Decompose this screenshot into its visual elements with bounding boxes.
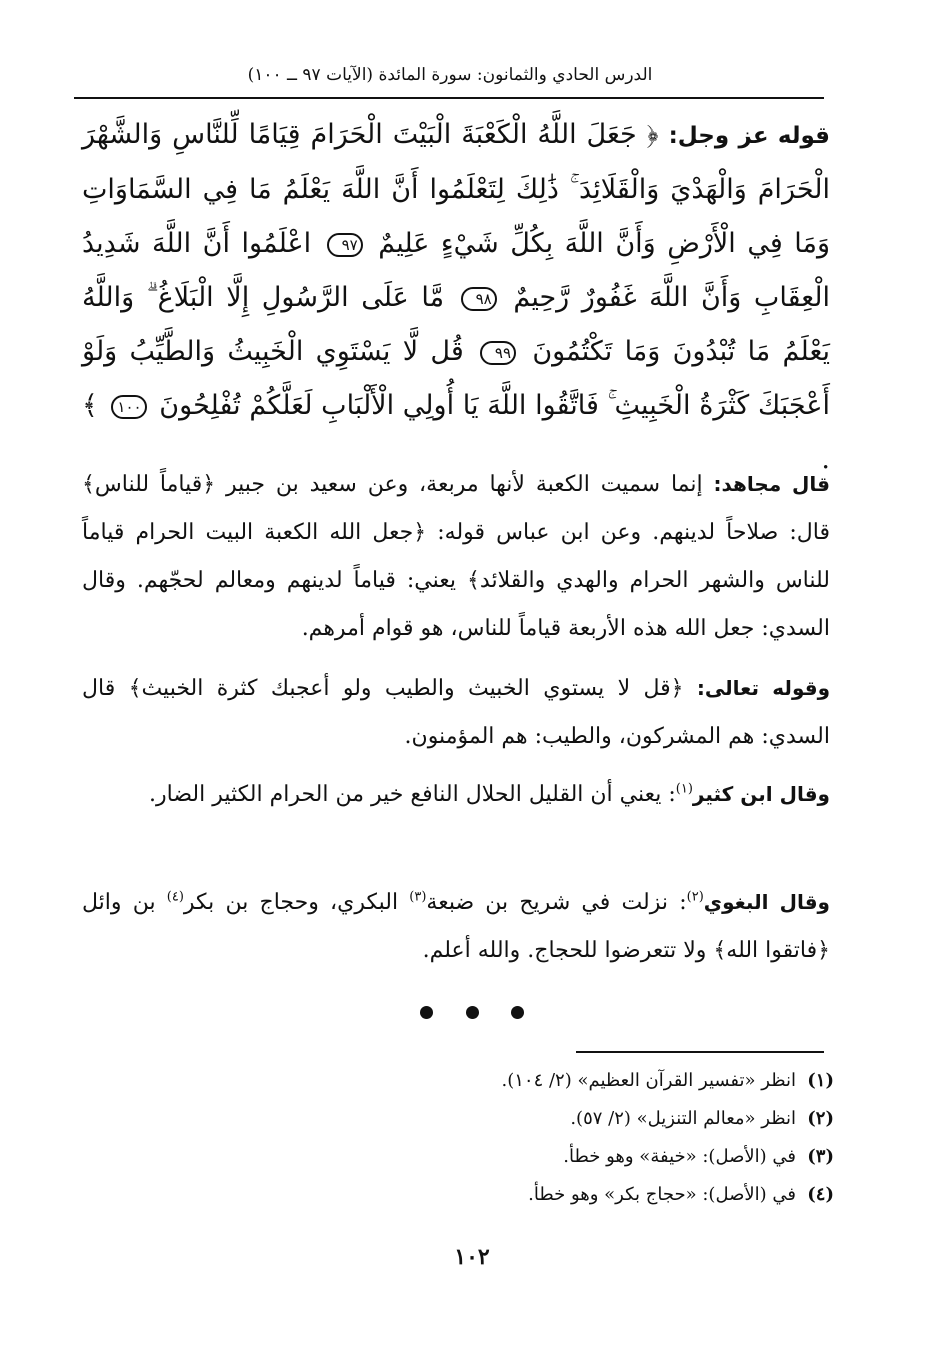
page-number: ١٠٢	[454, 1244, 490, 1270]
paragraph-qawluhu	[82, 664, 830, 761]
ayah-number-97: ٩٧	[327, 233, 363, 257]
footnote-ref-2[interactable]: (٢)	[686, 889, 704, 905]
separator-dot	[511, 1006, 524, 1019]
footnote-number: (٢)	[807, 1108, 834, 1129]
paragraph-ibn-kathir	[82, 770, 830, 819]
footnote-ref-3[interactable]: (٣)	[409, 889, 427, 905]
paragraph-text: بن وائل ﴿فاتقوا الله﴾ ولا تتعرضوا للحجاج. والله أعلم.	[82, 890, 830, 963]
paragraph-text: : نزلت في شريح بن ضبعة	[426, 890, 687, 915]
footnote-number: (٤)	[807, 1184, 834, 1205]
footnotes	[330, 1062, 834, 1214]
separator-dot	[420, 1006, 433, 1019]
paragraph-text: البكري، وحجاج بن بكر	[183, 890, 410, 915]
quran-verses	[82, 108, 830, 487]
verse-97-text: جَعَلَ اللَّهُ الْكَعْبَةَ الْبَيْتَ الْحَرَامَ قِيَامًا لِّلنَّاسِ وَالشَّهْرَ الْحَرَامَ وَالْهَدْيَ وَالْقَلَائِدَ ۚ ذَٰلِكَ لِتَعْلَمُوا أَنَّ اللَّهَ يَعْلَمُ مَا فِي السَّمَاوَاتِ وَمَا فِي الْأَرْضِ وَأَنَّ اللَّهَ بِكُلِّ شَيْءٍ عَلِيمٌ	[82, 119, 830, 259]
section-separator	[420, 1000, 524, 1024]
paragraph-lead: وقال ابن كثير	[692, 782, 830, 806]
paragraph-lead: وقال البغوي	[703, 890, 830, 914]
quran-close-bracket: ﴾ .	[82, 390, 830, 475]
paragraph-mujahid	[82, 460, 830, 653]
paragraph-text: إنما سميت الكعبة لأنها مربعة، وعن سعيد بن جبير ﴿قياماً للناس﴾ قال: صلاحاً لدينهم. وعن ابن عباس قوله: ﴿جعل الله الكعبة البيت الحرام قياماً للناس والشهر الحرام والهدي والقلائد﴾ يعني: قياماً لدينهم ومعالم لحجّهم. وقال السدي: جعل الله هذه الأربعة قياماً للناس، هو قوام أمرهم.	[82, 472, 830, 641]
footnote-text: في (الأصل): «خيفة» وهو خطأ.	[563, 1146, 796, 1167]
footnote-2	[330, 1100, 834, 1138]
paragraph-baghawi	[82, 878, 830, 975]
footnote-number: (٣)	[807, 1146, 834, 1167]
verse-99-text: مَّا عَلَى الرَّسُولِ إِلَّا الْبَلَاغُ ۗ وَاللَّهُ يَعْلَمُ مَا تُبْدُونَ وَمَا تَكْتُمُونَ	[82, 282, 830, 367]
paragraph-text: ﴿قل لا يستوي الخبيث والطيب ولو أعجبك كثرة الخبيث﴾ قال السدي: هم المشركون، والطيب: هم المؤمنون.	[82, 676, 830, 749]
footnote-rule	[576, 1051, 824, 1053]
footnote-1	[330, 1062, 834, 1100]
footnote-ref-4[interactable]: (٤)	[166, 889, 184, 905]
footnote-ref-1[interactable]: (١)	[675, 781, 693, 797]
paragraph-lead: قال مجاهد:	[713, 472, 830, 496]
footnote-text: انظر «معالم التنزيل» (٢/ ٥٧).	[570, 1108, 796, 1129]
ayah-number-99: ٩٩	[480, 341, 516, 365]
header-rule	[74, 97, 824, 99]
quran-intro: قوله عز وجل:	[668, 123, 830, 149]
quran-open-bracket: ﴿	[646, 119, 659, 150]
ayah-number-98: ٩٨	[461, 287, 497, 311]
verse-98-text: اعْلَمُوا أَنَّ اللَّهَ شَدِيدُ الْعِقَابِ وَأَنَّ اللَّهَ غَفُورٌ رَّحِيمٌ	[82, 228, 830, 313]
ayah-number-100: ١٠٠	[111, 395, 147, 419]
footnote-4	[330, 1176, 834, 1214]
footnote-3	[330, 1138, 834, 1176]
paragraph-text: : يعني أن القليل الحلال النافع خير من الحرام الكثير الضار.	[149, 782, 676, 807]
paragraph-lead: وقوله تعالى:	[696, 676, 831, 700]
verse-100-text: قُل لَّا يَسْتَوِي الْخَبِيثُ وَالطَّيِّبُ وَلَوْ أَعْجَبَكَ كَثْرَةُ الْخَبِيثِ ۚ فَاتَّقُوا اللَّهَ يَا أُولِي الْأَلْبَابِ لَعَلَّكُمْ تُفْلِحُونَ	[82, 336, 830, 421]
separator-dot	[466, 1006, 479, 1019]
running-header: الدرس الحادي والثمانون: سورة المائدة (الآيات ٩٧ ــ ١٠٠)	[247, 65, 653, 85]
footnote-number: (١)	[807, 1070, 834, 1091]
footnote-text: في (الأصل): «حجاج بكر» وهو خطأ.	[528, 1184, 796, 1205]
footnote-text: انظر «تفسير القرآن العظيم» (٢/ ١٠٤).	[501, 1070, 796, 1091]
